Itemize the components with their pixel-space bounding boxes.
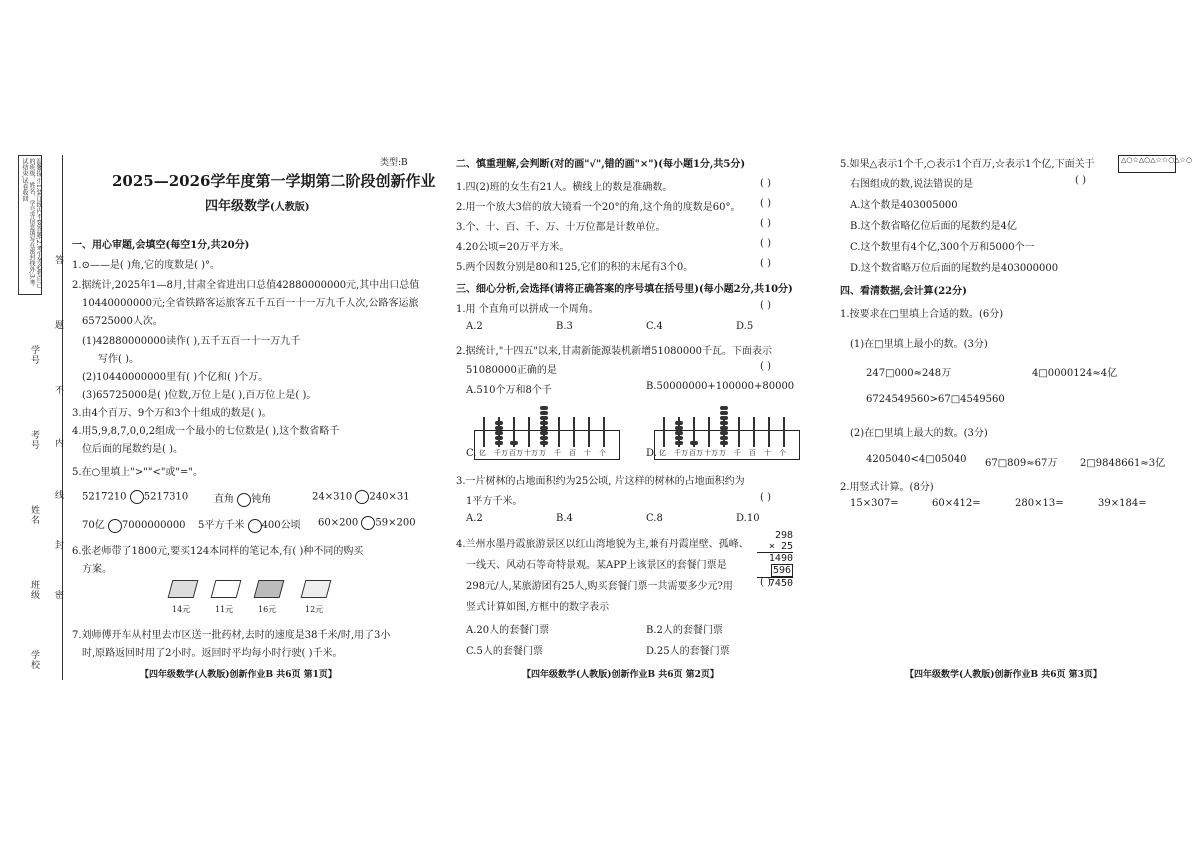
choice-q4-line4: 竖式计算如图,方框中的数字表示 — [466, 602, 610, 613]
calc-item: 15×307= — [850, 498, 899, 509]
strip-label-xuehao: 学号 — [29, 345, 39, 365]
abacus-label: 百万 — [689, 449, 703, 457]
fill-item[interactable]: 4205040<4□05040 — [866, 454, 967, 465]
choice-q4-line3: 298元/人,某旅游团有25人,购买套餐门票一共需要多少元?用 — [466, 581, 733, 592]
choice-opt: C.8 — [646, 513, 663, 524]
choice-opt: D.25人的套餐门票 — [646, 646, 730, 657]
answer-paren[interactable]: ( ) — [760, 577, 771, 588]
seal-char: 内 — [53, 438, 63, 448]
abacus-bead — [495, 426, 503, 430]
q1-2-sub2: (2)10440000000里有( )个亿和( )个万。 — [82, 372, 269, 383]
notice-text: 温馨提示:1.装订线内不要答题;2.考生务必将自己的班级、姓名、学号等信息填写在密封线外;3.考试结束,试卷收回 — [21, 158, 42, 288]
compare-circle[interactable] — [355, 490, 369, 504]
q1-7-line1: 7.刘师傅开车从村里去市区送一批药材,去时的速度是38千米/时,用了3小 — [72, 630, 391, 641]
judge-item-1: 1.四(2)班的女生有21人。横线上的数是准确数。 — [456, 182, 673, 193]
choice-q3-line2: 1平方千米。 — [466, 496, 523, 507]
type-label: 类型:B — [380, 158, 408, 168]
abacus-bead — [540, 416, 548, 420]
abacus-bead — [540, 406, 548, 410]
q1-2-sub1: (1)42880000000读作( ),五千五百一十一万九千 — [82, 336, 301, 347]
answer-paren[interactable]: ( ) — [760, 492, 771, 503]
choice-q4-line2: 一线天、风动石等奇特景观。某APP上该景区的套餐门票是 — [466, 560, 727, 571]
q1-3: 3.由4个百万、9个万和3个十组成的数是( )。 — [72, 408, 272, 419]
abacus-label: 万 — [539, 449, 546, 457]
abacus-rod — [753, 417, 755, 447]
abacus-bead — [540, 411, 548, 415]
abacus-rod — [528, 417, 530, 447]
choice-opt: B.4 — [556, 513, 573, 524]
calc-item: 60×412= — [932, 498, 981, 509]
abacus-rod — [483, 417, 485, 447]
symbol-figure: △○☆△○△☆☆○△☆○ — [1118, 155, 1176, 173]
choice-q4-line1: 4.兰州水墨丹霞旅游景区以红山湾地貌为主,兼有丹霞崖壁、孤峰、 — [456, 539, 749, 550]
abacus-bead — [495, 431, 503, 435]
abacus-label: 百 — [569, 449, 576, 457]
abacus-bead — [720, 406, 728, 410]
choice-q5-line2: 右图组成的数,说法错误的是 — [850, 179, 974, 190]
compare-circle[interactable] — [108, 519, 122, 533]
abacus-label: 千 — [734, 449, 741, 457]
page-subtitle: 四年级数学(人教版) — [205, 199, 310, 214]
q1-1: 1.⊙——是( )角,它的度数是( )°。 — [72, 260, 221, 271]
choice-q2-line2: 51080000正确的是 — [466, 365, 557, 376]
calc-q1-1: (1)在□里填上最小的数。(3分) — [850, 339, 988, 350]
price-label: 16元 — [258, 605, 277, 614]
abacus-rod — [588, 417, 590, 447]
fill-item[interactable]: 2□9848661≈3亿 — [1080, 458, 1166, 469]
notebook-icon — [211, 580, 242, 598]
choice-opt: A.20人的套餐门票 — [466, 625, 550, 636]
abacus-d — [654, 430, 800, 460]
seal-line — [62, 155, 63, 680]
choice-opt: A.2 — [466, 321, 483, 332]
abacus-label: 百 — [749, 449, 756, 457]
choice-opt: B.这个数省略亿位后面的尾数约是4亿 — [850, 221, 1017, 232]
calc-q2: 2.用竖式计算。(8分) — [840, 482, 934, 493]
strip-label-name: 姓名 — [29, 505, 39, 525]
page-footer-3: 【四年级数学(人教版)创新作业B 共6页 第3页】 — [905, 670, 1102, 680]
notice-box — [18, 155, 42, 295]
calc-q1: 1.按要求在□里填上合适的数。(6分) — [840, 309, 1004, 320]
seal-char: 题 — [53, 320, 63, 330]
judge-item-4: 4.20公顷=20万平方米。 — [456, 242, 570, 253]
abacus-label: 亿 — [659, 449, 666, 457]
q1-2-line1: 2.据统计,2025年1—8月,甘肃全省进出口总值42880000000元,其中出口总值 — [72, 280, 420, 291]
abacus-label: 万 — [719, 449, 726, 457]
abacus-bead — [675, 421, 683, 425]
abacus-bead — [720, 436, 728, 440]
q1-2-sub1b: 写作( )。 — [98, 354, 139, 365]
abacus-label: 千 — [554, 449, 561, 457]
strip-label-class: 班级 — [29, 580, 39, 600]
q1-4-line2: 位后面的尾数约是( )。 — [82, 444, 183, 455]
answer-paren[interactable]: ( ) — [760, 258, 771, 269]
page-footer-1: 【四年级数学(人教版)创新作业B 共6页 第1页】 — [140, 670, 337, 680]
strip-label-kaohao: 考号 — [29, 430, 39, 450]
choice-opt: B.2人的套餐门票 — [646, 625, 723, 636]
choice-q1: 1.用 个直角可以拼成一个周角。 — [456, 304, 599, 315]
compare-item: 5平方千米 400公顷 — [198, 520, 301, 531]
fill-item[interactable]: 67□809≈67万 — [985, 458, 1058, 469]
abacus-rod — [558, 417, 560, 447]
q1-2-line2: 10440000000元;全省铁路客运旅客五千五百一十一万九千人次,公路客运旅 — [82, 298, 419, 309]
section1-heading: 一、用心审题,会填空(每空1分,共20分) — [72, 240, 250, 251]
vertical-calc: 298 × 25 1490 596 7450 — [757, 530, 793, 589]
q1-5: 5.在○里填上">""<"或"="。 — [72, 467, 204, 478]
answer-paren[interactable]: ( ) — [1075, 175, 1086, 186]
price-label: 12元 — [305, 605, 324, 614]
abacus-bead — [720, 441, 728, 445]
abacus-rod — [708, 417, 710, 447]
answer-paren[interactable]: ( ) — [760, 218, 771, 229]
abacus-label: 千万 — [494, 449, 508, 457]
judge-item-5: 5.两个因数分别是80和125,它们的积的末尾有3个0。 — [456, 262, 694, 273]
abacus-label: 个 — [599, 449, 606, 457]
compare-item: 5217210 5217310 — [82, 491, 189, 503]
abacus-bead — [675, 426, 683, 430]
compare-item: 直角 钝角 — [214, 494, 272, 505]
abacus-label: 十万 — [524, 449, 538, 457]
seal-char: 密 — [53, 590, 63, 600]
abacus-bead — [675, 436, 683, 440]
choice-q2-line1: 2.据统计,"十四五"以来,甘肃新能源装机新增51080000千瓦。下面表示 — [456, 346, 772, 357]
choice-opt: B.3 — [556, 321, 573, 332]
choice-opt: D. — [646, 448, 657, 459]
fill-item[interactable]: 6724549560>67□4549560 — [866, 394, 1005, 405]
answer-paren[interactable]: ( ) — [760, 361, 771, 372]
abacus-bead — [690, 441, 698, 445]
abacus-bead — [540, 421, 548, 425]
choice-opt: C.4 — [646, 321, 663, 332]
abacus-bead — [495, 441, 503, 445]
calc-q1-2: (2)在□里填上最大的数。(3分) — [850, 428, 988, 439]
compare-circle[interactable] — [248, 519, 262, 533]
abacus-c — [474, 430, 620, 460]
choice-opt: C.这个数里有4个亿,300个万和5000个一 — [850, 242, 1035, 253]
abacus-bead — [720, 426, 728, 430]
choice-opt: D.5 — [736, 321, 754, 332]
fill-item[interactable]: 4□0000124≈4亿 — [1032, 368, 1118, 379]
compare-item: 60×200 59×200 — [318, 517, 416, 529]
judge-item-2: 2.用一个放大3倍的放大镜看一个20°的角,这个角的度数是60°。 — [456, 202, 741, 213]
notebook-icon — [254, 580, 285, 598]
abacus-bead — [540, 436, 548, 440]
abacus-bead — [495, 436, 503, 440]
answer-paren[interactable]: ( ) — [760, 178, 771, 189]
choice-opt: A.2 — [466, 513, 483, 524]
strip-label-school: 学校 — [29, 650, 39, 670]
seal-char: 线 — [53, 490, 63, 500]
abacus-bead — [720, 416, 728, 420]
compare-item: 24×310 240×31 — [312, 491, 410, 503]
q1-6-line1: 6.张老师带了1800元,要买124本同样的笔记本,有( )种不同的购买 — [72, 546, 364, 557]
abacus-rod — [768, 417, 770, 447]
abacus-label: 十 — [584, 449, 591, 457]
abacus-bead — [675, 441, 683, 445]
abacus-label: 十 — [764, 449, 771, 457]
fill-item[interactable]: 247□000≈248万 — [866, 368, 952, 379]
choice-opt: C.5人的套餐门票 — [466, 646, 543, 657]
abacus-bead — [540, 426, 548, 430]
choice-opt: D.10 — [736, 513, 760, 524]
abacus-bead — [720, 421, 728, 425]
answer-paren[interactable]: ( ) — [760, 238, 771, 249]
choice-opt: B.50000000+100000+80000 — [646, 381, 795, 392]
choice-opt: A.这个数是403005000 — [850, 200, 958, 211]
q1-2-sub3: (3)65725000是( )位数,万位上是( ),百万位上是( )。 — [82, 390, 317, 401]
abacus-rod — [738, 417, 740, 447]
q1-2-line3: 65725000人次。 — [82, 316, 163, 327]
abacus-bead — [495, 421, 503, 425]
seal-char: 答 — [53, 255, 63, 265]
section2-heading: 二、慎重理解,会判断(对的画"√",错的画"×")(每小题1分,共5分) — [456, 159, 746, 170]
choice-opt: D.这个数省略万位后面的尾数约是403000000 — [850, 263, 1059, 274]
abacus-label: 个 — [779, 449, 786, 457]
abacus-rod — [663, 417, 665, 447]
abacus-bead — [720, 431, 728, 435]
abacus-label: 十万 — [704, 449, 718, 457]
abacus-rod — [783, 417, 785, 447]
choice-q5-line1: 5.如果△表示1个千,○表示1个百万,☆表示1个亿,下面关于 — [840, 159, 1095, 170]
q1-6-line2: 方案。 — [82, 564, 112, 575]
compare-circle[interactable] — [237, 493, 251, 507]
price-label: 14元 — [172, 605, 191, 614]
compare-circle[interactable] — [361, 516, 375, 530]
choice-q3-line1: 3.一片树林的占地面积约为25公顷, 片这样的树林的占地面积约为 — [456, 476, 745, 487]
calc-item: 39×184= — [1098, 498, 1147, 509]
abacus-bead — [510, 441, 518, 445]
abacus-bead — [675, 431, 683, 435]
compare-item: 70亿 7000000000 — [82, 520, 186, 531]
section4-heading: 四、看清数据,会计算(22分) — [840, 286, 967, 297]
seal-char: 不 — [53, 385, 63, 395]
abacus-rod — [573, 417, 575, 447]
page-title: 2025—2026学年度第一学期第二阶段创新作业 — [112, 172, 436, 190]
answer-paren[interactable]: ( ) — [760, 198, 771, 209]
seal-char: 封 — [53, 540, 63, 550]
notebook-icon — [301, 580, 332, 598]
calc-item: 280×13= — [1015, 498, 1064, 509]
abacus-label: 亿 — [479, 449, 486, 457]
section3-heading: 三、细心分析,会选择(请将正确答案的序号填在括号里)(每小题2分,共10分) — [456, 284, 793, 295]
q1-4-line1: 4.用5,9,8,7,0,0,2组成一个最小的七位数是( ),这个数省略千 — [72, 426, 340, 437]
abacus-bead — [540, 441, 548, 445]
abacus-label: 百万 — [509, 449, 523, 457]
abacus-bead — [540, 431, 548, 435]
price-label: 11元 — [215, 605, 234, 614]
judge-item-3: 3.个、十、百、千、万、十万位都是计数单位。 — [456, 222, 666, 233]
abacus-label: 千万 — [674, 449, 688, 457]
compare-circle[interactable] — [130, 490, 144, 504]
q1-7-line2: 时,原路返回时用了2小时。返回时平均每小时行驶( )千米。 — [82, 648, 343, 659]
choice-opt: C. — [466, 448, 477, 459]
abacus-bead — [720, 411, 728, 415]
abacus-rod — [603, 417, 605, 447]
notebook-icon — [168, 580, 199, 598]
answer-paren[interactable]: ( ) — [760, 300, 771, 311]
choice-opt: A.510个万和8个千 — [466, 385, 552, 396]
page-footer-2: 【四年级数学(人教版)创新作业B 共6页 第2页】 — [522, 670, 719, 680]
